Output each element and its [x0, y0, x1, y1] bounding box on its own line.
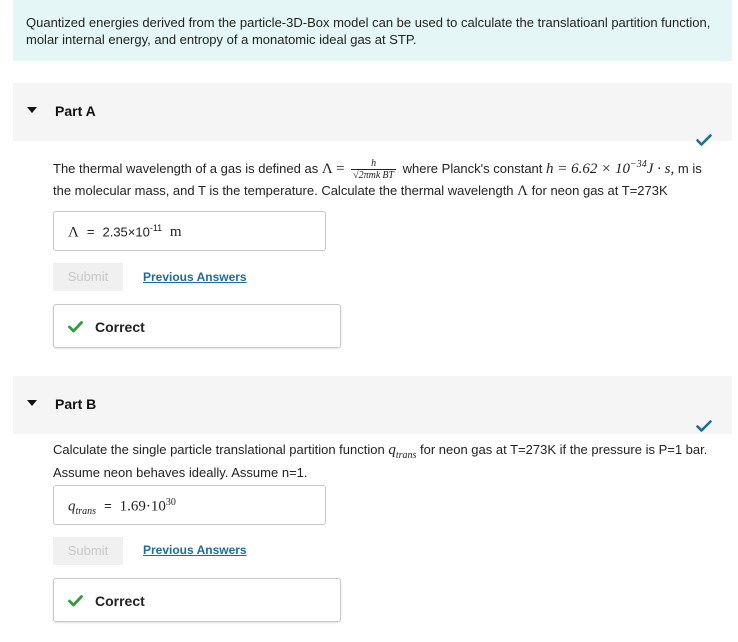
answer-exponent: 30	[165, 497, 176, 508]
collapse-triangle-icon[interactable]	[27, 400, 37, 406]
part-b-answer-field[interactable]	[53, 485, 326, 525]
lambda-symbol: Λ	[517, 183, 529, 200]
question-text: Assume neon behaves ideally. Assume n=1.	[53, 465, 308, 480]
question-text: Calculate the single particle translational partition function	[53, 442, 389, 457]
planck-value: h = 6.62 × 10	[546, 161, 631, 177]
part-a-title: Part A	[55, 103, 96, 119]
check-icon	[696, 134, 712, 146]
answer-equals: =	[104, 498, 112, 514]
check-icon	[68, 321, 83, 333]
question-text: The thermal wavelength of a gas is defined as	[53, 161, 322, 176]
answer-value: 2.35×10	[102, 224, 150, 240]
feedback-label: Correct	[95, 593, 145, 609]
thermal-wavelength-fraction	[351, 158, 396, 181]
lambda-symbol: Λ =	[321, 161, 345, 177]
feedback-label: Correct	[95, 319, 145, 335]
fraction-denominator: √2πmk BT	[353, 170, 394, 182]
question-text: for neon gas at T=273K	[528, 183, 668, 199]
part-b-feedback	[53, 578, 341, 622]
intro-text: Quantized energies derived from the particle-3D-Box model can be used to calculate the translatioanl partition function, molar internal energy, and entropy of a monatomic ideal gas at STP.	[26, 15, 711, 47]
part-b-question	[53, 441, 733, 481]
question-text: where Planck's constant	[402, 161, 547, 176]
part-a-question	[53, 155, 738, 201]
answer-subscript: trans	[75, 505, 97, 517]
question-text: for neon gas at T=273K if the pressure is P=1 bar.	[416, 442, 708, 457]
part-b-header[interactable]	[13, 376, 732, 434]
part-b-previous-answers-link[interactable]: Previous Answers	[143, 543, 247, 557]
part-a-answer-field[interactable]	[53, 211, 326, 251]
part-a-previous-answers-link[interactable]: Previous Answers	[143, 270, 247, 284]
planck-units: J · s,	[646, 161, 675, 177]
check-icon	[68, 595, 83, 607]
part-b-submit-button[interactable]: Submit	[53, 537, 123, 565]
planck-exponent: −34	[630, 159, 647, 170]
question-text: m is	[674, 161, 702, 176]
collapse-triangle-icon[interactable]	[27, 107, 37, 113]
fraction-numerator: h	[371, 158, 377, 170]
q-subscript: trans	[395, 450, 417, 461]
part-b-title: Part B	[55, 396, 97, 412]
q-trans-symbol	[388, 442, 417, 461]
part-a-submit-button[interactable]: Submit	[53, 263, 123, 291]
part-a-header[interactable]	[13, 83, 732, 141]
answer-exponent: -11	[149, 223, 163, 233]
check-icon	[696, 420, 712, 432]
answer-equals: =	[86, 224, 95, 240]
q-symbol: q	[388, 442, 396, 458]
answer-symbol: q	[68, 498, 76, 515]
planck-expression	[546, 161, 674, 177]
part-a-feedback	[53, 304, 341, 348]
question-text: the molecular mass, and T is the temperature. Calculate the thermal wavelength	[53, 183, 518, 199]
answer-unit: m	[169, 224, 182, 241]
answer-value: 1.69·10	[119, 498, 166, 515]
answer-symbol: Λ	[68, 224, 79, 241]
intro-banner	[13, 0, 732, 61]
